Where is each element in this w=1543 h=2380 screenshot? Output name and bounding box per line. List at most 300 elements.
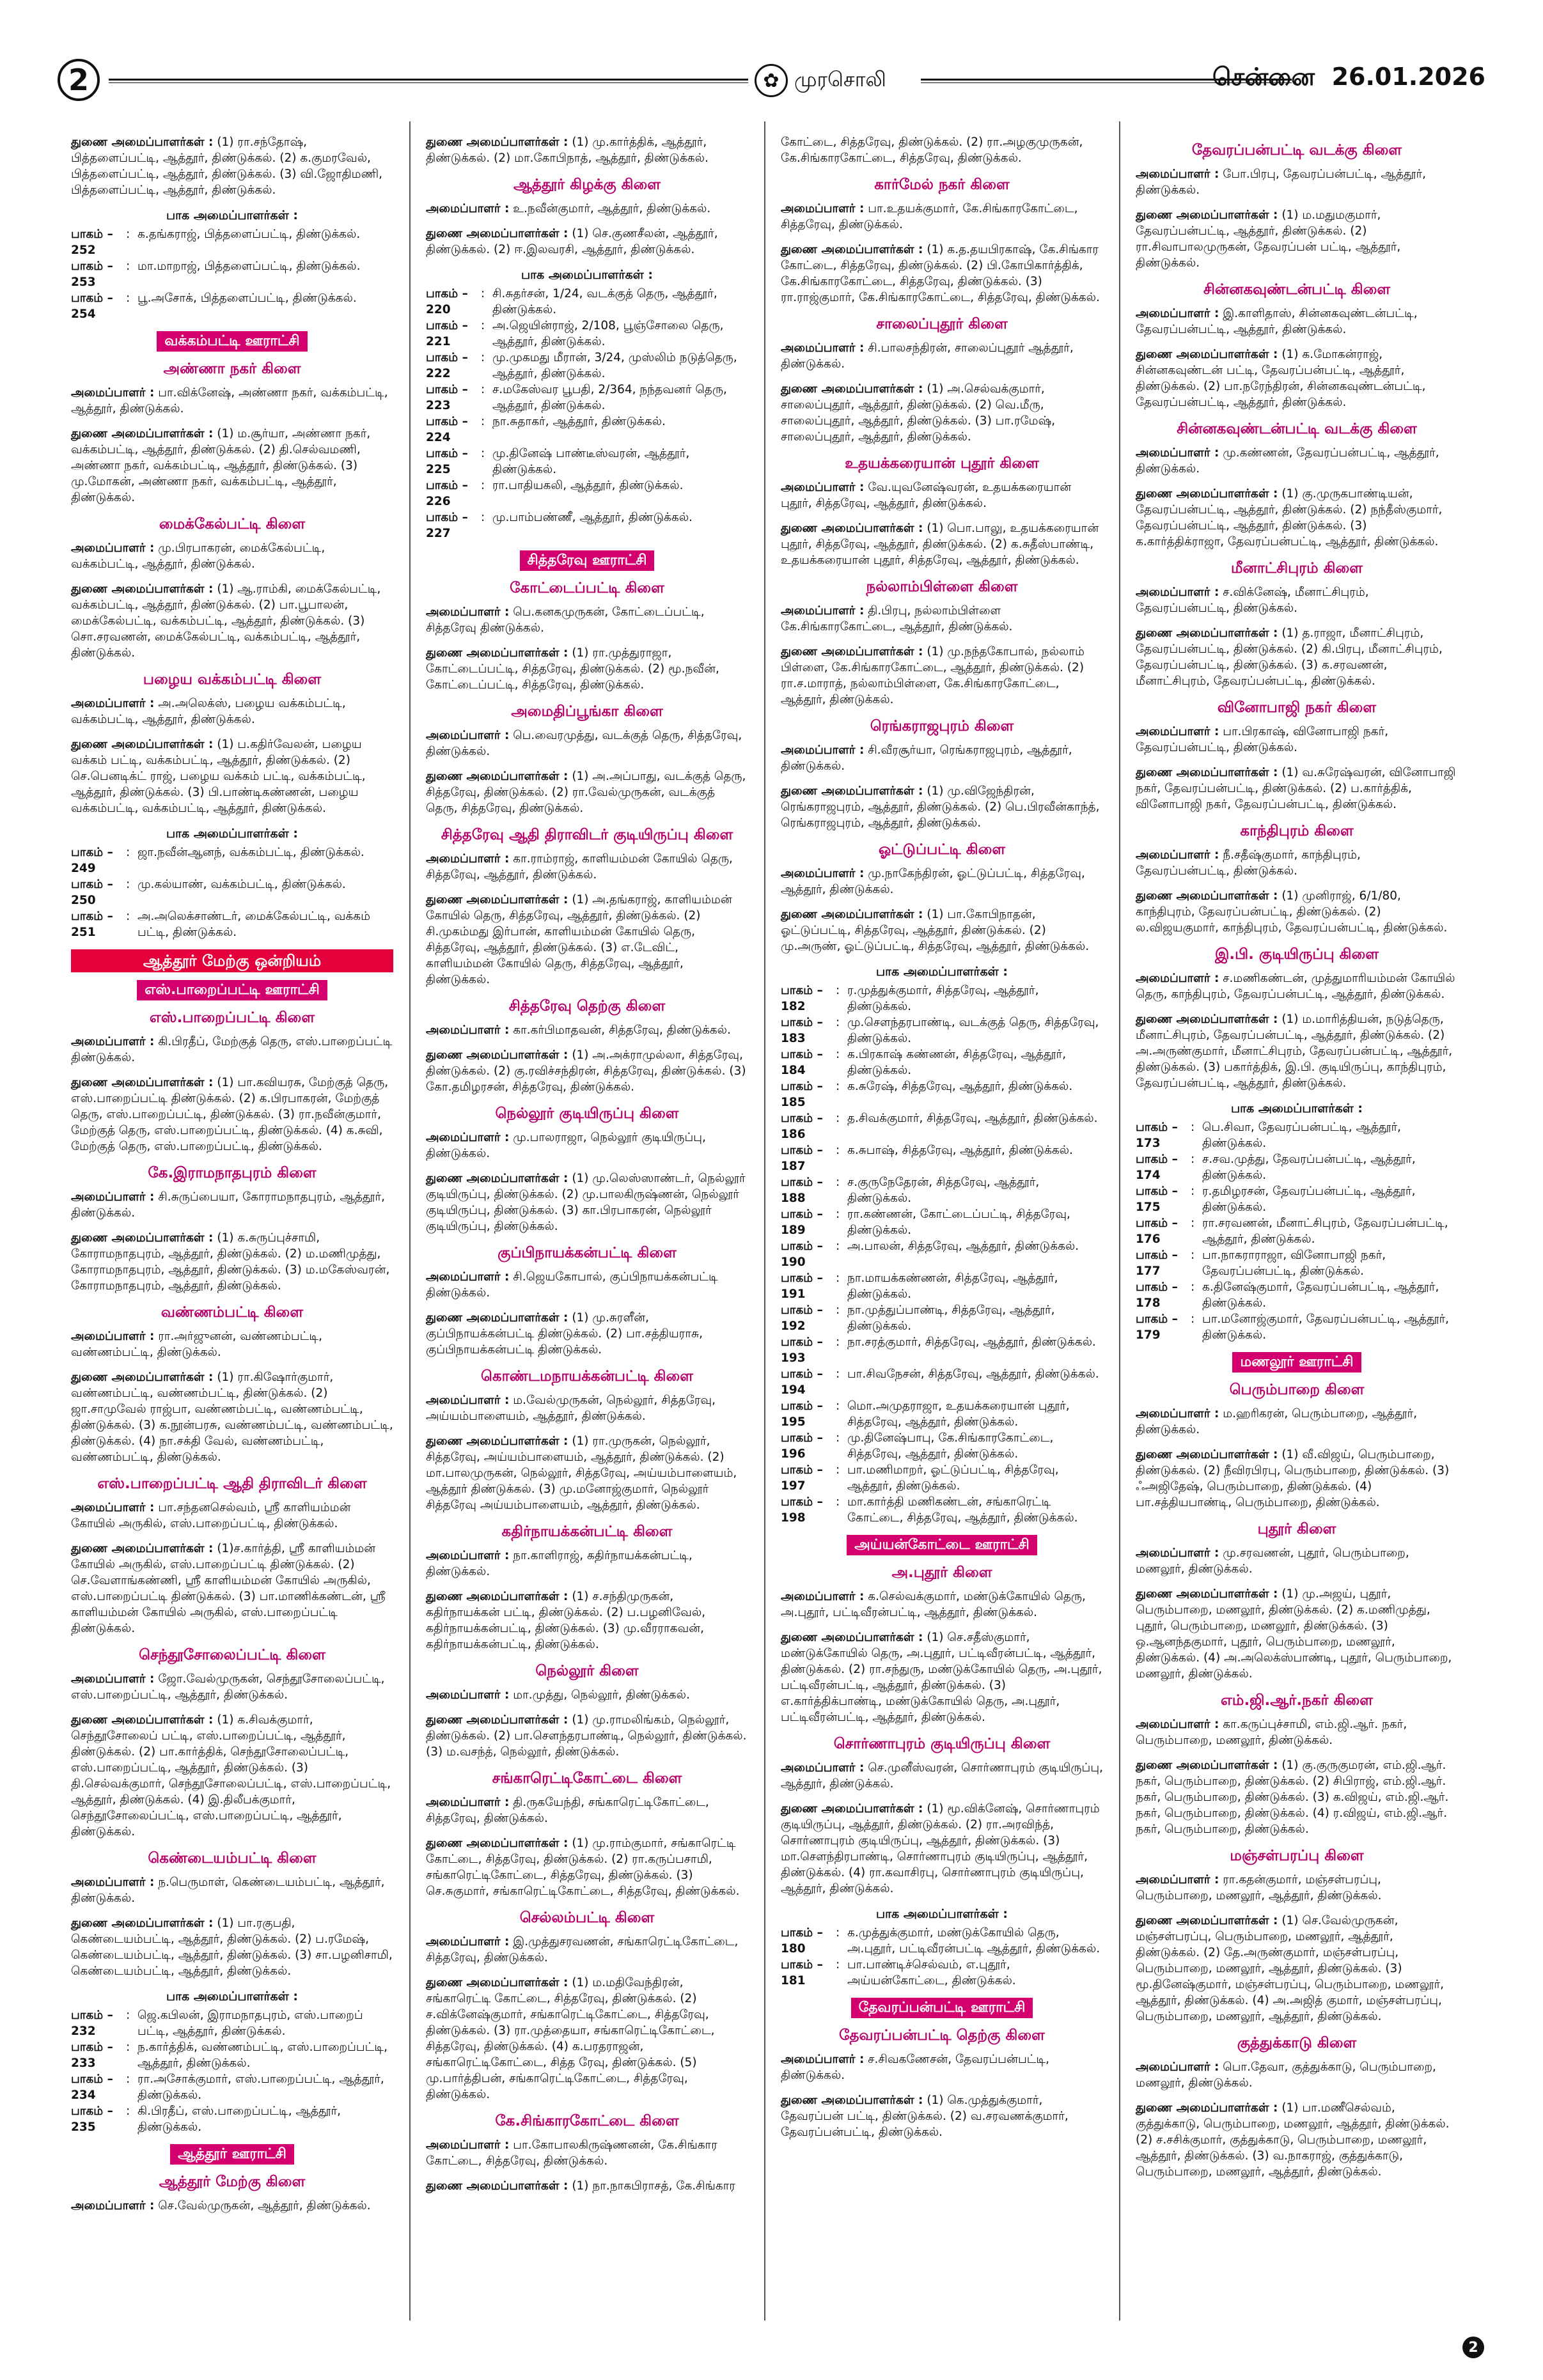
booth-number: பாகம் – 198: [781, 1495, 823, 1525]
appointment-entry: [426, 1548, 748, 1580]
branch-heading: நல்லாம்பிள்ளை கிளை: [866, 579, 1018, 595]
separator: :: [1191, 1280, 1195, 1294]
appointment-entry: [1136, 1716, 1458, 1748]
branch-heading: ஆத்தூர் கிழக்கு கிளை: [513, 176, 661, 193]
deputy-organizers-label: துணை அமைப்பாளர்கள் :: [781, 645, 923, 658]
booth-number: பாகம் – 192: [781, 1303, 823, 1333]
article-column-3: [772, 121, 1112, 2321]
separator: :: [126, 2041, 130, 2054]
organizer-label: அமைப்பாளர் :: [71, 697, 155, 710]
list-item: [71, 258, 393, 290]
section-band: [426, 550, 748, 571]
appointee-names: மு.சரவணன், புதூர், பெரும்பாறை, மணலூர், திண்டுக்கல்.: [1136, 1546, 1409, 1576]
deputy-organizers-label: துணை அமைப்பாளர்கள் :: [781, 1631, 923, 1644]
organizer-label: அமைப்பாளர் :: [71, 1035, 155, 1048]
booth-number: பாகம் – 235: [71, 2104, 113, 2134]
appointee-names: (1) கு.முருகபாண்டியன், தேவரப்பன்பட்டி, ஆத்தூர், திண்டுக்கல். (2) நந்தீஸ்குமார், தேவரப்பன்பட்டி, ஆத்தூர், திண்டுக்கல். (3) க.கார்த்திக்ராஜா, தேவரப்பன்பட்டி, ஆத்தூர், திண்டுக்கல்.: [1136, 487, 1443, 548]
branch-heading: எஸ்.பாறைப்பட்டி ஆதி திராவிடர் கிளை: [97, 1475, 367, 1492]
appointment-entry: [71, 1075, 393, 1155]
appointment-entry: [1136, 1757, 1458, 1837]
branch-heading: எஸ்.பாறைப்பட்டி கிளை: [149, 1009, 315, 1026]
appointment-entry: [426, 604, 748, 636]
list-item: [781, 1398, 1103, 1430]
appointee-names: (1) பா.கவியரசு, மேற்குத் தெரு, எஸ்.பாறைப்பட்டி திண்டுக்கல். (2) க.பிரபாகரன், மேற்குத் தெரு, எஸ்.பாறைப்பட்டி, திண்டுக்கல். (3) ரா.நவீன்குமார், மேற்குத் தெரு, எஸ்.பாறைப்பட்டி, திண்டுக்கல். (4) க.சுவி, மேற்குத் தெரு, எஸ்.பாறைப்பட்டி, திண்டுக்கல்.: [71, 1076, 389, 1153]
deputy-organizers-label: துணை அமைப்பாளர்கள் :: [426, 1311, 568, 1325]
deputy-organizers-label: துணை அமைப்பாளர்கள் :: [1136, 208, 1278, 222]
appointee-names: உ.நவீன்குமார், ஆத்தூர், திண்டுக்கல்.: [513, 202, 711, 215]
list-item: [781, 1142, 1103, 1174]
appointee-names: ம.ஹரிகரன், பெரும்பாறை, ஆத்தூர், திண்டுக்கல்.: [1136, 1407, 1418, 1436]
appointee-names: ஜோ.வேல்முருகன், செந்தூசோலைப்பட்டி, எஸ்.பாறைப்பட்டி, ஆத்தூர், திண்டுக்கல்.: [71, 1672, 385, 1702]
appointment-entry: [426, 1975, 748, 2103]
branch-heading: சொர்ணாபுரம் குடியிருப்பு கிளை: [833, 1736, 1051, 1752]
section-band: [71, 980, 393, 1000]
branch-heading: கே.இராமநாதபுரம் கிளை: [148, 1165, 317, 1181]
appointment-entry: [781, 201, 1103, 233]
appointment-entry: [1136, 2100, 1458, 2180]
branch-heading: கெண்டையம்பட்டி கிளை: [148, 1850, 317, 1867]
organizer-label: அமைப்பாளர் :: [426, 1394, 510, 1407]
page-number-badge: 2: [58, 59, 100, 101]
section-band: [781, 1535, 1103, 1555]
appointee-names: மு.பாலராஜா, நெல்லூர் குடியிருப்பு, திண்டுக்கல்.: [426, 1131, 706, 1160]
appointee-names: (1) ம.சூர்யா, அண்ணா நகர், வக்கம்பட்டி, ஆத்தூர், திண்டுக்கல். (2) தி.செல்வமணி, அண்ணா நகர், வக்கம்பட்டி, ஆத்தூர், திண்டுக்கல். (3) மு.மோகன், அண்ணா நகர், வக்கம்பட்டி, ஆத்தூர், திண்டுக்கல்.: [71, 427, 371, 504]
appointment-entry: [426, 1835, 748, 1899]
section-band: [71, 331, 393, 352]
list-item: [71, 908, 393, 940]
appointment-entry: [426, 2178, 748, 2194]
organizer-label: அமைப்பாளர் :: [426, 1023, 510, 1037]
appointment-entry: [71, 1328, 393, 1360]
appointee-names: ச.மணிகண்டன், முத்துமாரியம்மன் கோயில் தெரு, காந்திபுரம், தேவரப்பன்பட்டி, ஆத்தூர், திண்டுக்கல்.: [1136, 972, 1455, 1001]
appointment-entry: [781, 381, 1103, 445]
organizer-label: அமைப்பாளர் :: [1136, 2060, 1219, 2074]
list-item: [1136, 1215, 1458, 1247]
appointment-entry: [71, 1230, 393, 1294]
appointment-entry: [1136, 724, 1458, 756]
appointee-names: சி.வீரசூர்யா, ரெங்கராஜபுரம், ஆத்தூர், திண்டுக்கல்.: [781, 743, 1072, 773]
appointee-names: (1) மு.லெஸ்ஸாண்டர், நெல்லூர் குடியிருப்பு, திண்டுக்கல். (2) மு.பாலகிருஷ்ணன், நெல்லூர் குடியிருப்பு, திண்டுக்கல். (3) கா.பிரபாகரன், நெல்லூர் குடியிருப்பு, திண்டுக்கல்.: [426, 1172, 746, 1233]
appointee-names: (1) அ.அக்ராமுல்லா, சித்தரேவு, திண்டுக்கல். (2) கு.ரவிச்சந்திரன், சித்தரேவு, திண்டுக்கல். (3) கோ.தமிழரசன், சித்தரேவு, திண்டுக்கல்.: [426, 1048, 746, 1094]
appointment-entry: [781, 603, 1103, 635]
appointment-entry: [71, 1712, 393, 1840]
list-item: [1136, 1151, 1458, 1183]
booth-organizers-list: [1136, 1119, 1458, 1343]
appointment-entry: [426, 1712, 748, 1760]
booth-number: பாகம் – 225: [426, 447, 468, 476]
appointee-names: பா.கோபாலகிருஷ்ணனன், கே.சிங்கார கோட்டை, சித்தரேவு, திண்டுக்கல்.: [426, 2138, 717, 2168]
appointment-entry: [426, 1433, 748, 1513]
appointee-names: (1) ப.கதிர்வேலன், பழைய வக்கம் பட்டி, வக்கம்பட்டி, ஆத்தூர், திண்டுக்கல். (2) செ.பெனடிக்ட் ராஜ், பழைய வக்கம் பட்டி, வக்கம்பட்டி, ஆத்தூர், திண்டுக்கல். (3) பி.பாண்டிகண்ணன், பழைய வக்கம்பட்டி, வக்கம்பட்டி, ஆத்தூர், திண்டுக்கல்.: [71, 738, 366, 815]
appointee-names: ம.வேல்முருகன், நெல்லூர், சித்தரேவு, அய்யம்பாளையம், ஆத்தூர், திண்டுக்கல்.: [426, 1394, 716, 1423]
booth-organizer-name: நா.சுதாகர், ஆத்தூர், திண்டுக்கல்.: [492, 415, 666, 428]
organizer-label: அமைப்பாளர் :: [781, 743, 865, 757]
appointment-entry: [71, 1671, 393, 1703]
booth-organizer-name: பூ.அசோக், பித்தளைப்பட்டி, திண்டுக்கல்.: [137, 292, 357, 305]
appointment-entry: [1136, 847, 1458, 879]
deputy-organizers-label: துணை அமைப்பாளர்கள் :: [426, 1172, 568, 1185]
appointee-names: பா.பிரகாஷ், வினோபாஜி நகர், தேவரப்பன்பட்டி, திண்டுக்கல்.: [1136, 725, 1389, 754]
separator: :: [836, 1080, 840, 1093]
deputy-organizers-label: துணை அமைப்பாளர்கள் :: [71, 582, 214, 596]
separator: :: [481, 351, 485, 364]
list-item: [426, 414, 748, 446]
separator: :: [126, 878, 130, 891]
list-item: [71, 2007, 393, 2039]
section-band-label: சித்தரேவு ஊராட்சி: [520, 550, 655, 571]
appointee-names: பெ.வைரமுத்து, வடக்குத் தெரு, சித்தரேவு, திண்டுக்கல்.: [426, 729, 742, 758]
booth-number: பாகம் – 232: [71, 2009, 113, 2038]
booth-number: பாகம் – 180: [781, 1926, 823, 1956]
appointment-entry: [426, 134, 748, 166]
booth-number: பாகம் – 178: [1136, 1280, 1178, 1310]
appointment-entry: [781, 2051, 1103, 2083]
deputy-organizers-label: துணை அமைப்பாளர்கள் :: [781, 1802, 923, 1816]
separator: :: [836, 1399, 840, 1413]
separator: :: [836, 1144, 840, 1157]
booth-number: பாகம் – 227: [426, 511, 468, 540]
deputy-organizers-label: துணை அமைப்பாளர்கள் :: [426, 1837, 568, 1850]
booth-organizer-name: ச.குருநேதேரன், சித்தரேவு, ஆத்தூர், திண்டுக்கல்.: [847, 1176, 1040, 1205]
organizer-label: அமைப்பாளர் :: [426, 202, 510, 215]
appointee-names: நீ.சதீஷ்குமார், காந்திபுரம், தேவரப்பன்பட்டி, திண்டுக்கல்.: [1136, 848, 1361, 878]
column-divider: [1119, 121, 1120, 2321]
separator: :: [1191, 1217, 1195, 1230]
separator: :: [126, 2073, 130, 2086]
appointee-names: நா.காளிராஜ், கதிர்நாயக்கன்பட்டி, திண்டுக்கல்.: [426, 1549, 693, 1578]
appointment-entry: [426, 201, 748, 217]
appointment-entry: [426, 1171, 748, 1234]
appointee-names: (1) ம.மதுமகுமார், தேவரப்பன்பட்டி, ஆத்தூர், திண்டுக்கல். (2) ரா.சிவாபாலமுருகன், தேவரப்பன் பட்டி, ஆத்தூர், திண்டுக்கல்.: [1136, 208, 1401, 270]
appointment-entry: [1136, 1586, 1458, 1682]
appointee-names: (1) பா.மணீசெல்வம், குத்துக்காடு, பெரும்பாறை, மணலூர், ஆத்தூர், திண்டுக்கல். (2) ச.சசிக்குமார், குத்துக்காடு, பெரும்பாறை, மணலூர், ஆத்தூர், திண்டுக்கல். (3) வ.நாகராஜ், குத்துக்காடு, பெரும்பாறை, மணலூர், ஆத்தூர், திண்டுக்கல்.: [1136, 2101, 1450, 2179]
appointment-entry: [71, 1189, 393, 1221]
organizer-label: அமைப்பாளர் :: [426, 1131, 510, 1144]
branch-heading: அ.புதூர் கிளை: [891, 1564, 992, 1581]
booth-organizers-title: பாக அமைப்பாளர்கள் :: [521, 268, 653, 282]
branch-heading: வினோபாஜி நகர் கிளை: [1217, 699, 1377, 716]
booth-organizer-name: க.சுரேஷ், சித்தரேவு, ஆத்தூர், திண்டுக்கல்.: [847, 1080, 1073, 1093]
appointee-names: (1) பா.கோபிநாதன், ஓட்டுப்பட்டி, சித்தரேவு, ஆத்தூர், திண்டுக்கல். (2) மு.அருண், ஓட்டுப்பட்டி, சித்தரேவு, ஆத்தூர், திண்டுக்கல்.: [781, 908, 1090, 953]
deputy-organizers-label: துணை அமைப்பாளர்கள் :: [71, 1713, 214, 1727]
appointment-entry: [1136, 207, 1458, 271]
booth-organizers-title: பாக அமைப்பாளர்கள் :: [166, 827, 298, 841]
deputy-organizers-label: துணை அமைப்பாளர்கள் :: [1136, 1448, 1278, 1461]
booth-organizer-name: மா.மாறாஜ், பித்தளைப்பட்டி, திண்டுக்கல்.: [137, 260, 361, 273]
booth-organizer-name: ச.சவ.முத்து, தேவரப்பன்பட்டி, ஆத்தூர், திண்டுக்கல்.: [1202, 1153, 1416, 1182]
booth-organizer-name: ஜா.நவீன்ஆனந், வக்கம்பட்டி, திண்டுக்கல்.: [137, 846, 364, 859]
appointee-names: (1) ம.மாரித்தியன், நடுத்தெரு, மீனாட்சிபுரம், தேவரப்பன்பட்டி, ஆத்தூர், திண்டுக்கல். (2) அ.அருண்குமார், மீனாட்சிபுரம், தேவரப்பன்பட்டி, ஆத்தூர், திண்டுக்கல். (3) பகார்த்திக், இ.பி. குடியிருப்பு, காந்திபுரம், தேவரப்பன்பட்டி, ஆத்தூர், திண்டுக்கல்.: [1136, 1013, 1453, 1090]
organizer-label: அமைப்பாளர் :: [426, 729, 510, 742]
booth-organizer-name: ச.மகேஸ்வர பூபதி, 2/364, நந்தவனர் தெரு, ஆத்தூர், திண்டுக்கல்.: [492, 383, 727, 412]
list-item: [1136, 1311, 1458, 1343]
appointment-entry: [426, 1047, 748, 1095]
list-item: [781, 1494, 1103, 1526]
branch-heading: சாலைப்புதூர் கிளை: [876, 316, 1008, 332]
deputy-organizers-label: துணை அமைப்பாளர்கள் :: [781, 382, 923, 396]
booth-organizer-name: பா.நாகராராஜா, வினோபாஜி நகர், தேவரப்பன்பட்டி, திண்டுக்கல்.: [1202, 1248, 1386, 1278]
deputy-organizers-label: துணை அமைப்பாளர்கள் :: [71, 1542, 214, 1555]
appointment-entry: [71, 1915, 393, 1979]
appointment-entry: [426, 2137, 748, 2169]
booth-number: பாகம் – 174: [1136, 1153, 1178, 1182]
list-item: [781, 1957, 1103, 1989]
appointment-entry: [426, 1392, 748, 1424]
booth-organizers-list: [781, 1925, 1103, 1989]
booth-organizer-name: ர.தமிழரசன், தேவரப்பன்பட்டி, ஆத்தூர், திண்டுக்கல்.: [1202, 1185, 1416, 1214]
appointment-entry: [781, 1801, 1103, 1897]
appointment-entry: [426, 1589, 748, 1653]
booth-organizer-name: நா.சரத்குமார், சித்தரேவு, ஆத்தூர், திண்டுக்கல்.: [847, 1335, 1096, 1349]
branch-heading: தேவரப்பன்பட்டி தெற்கு கிளை: [839, 2027, 1045, 2044]
booth-number: பாகம் – 177: [1136, 1248, 1178, 1278]
branch-heading: இ.பி. குடியிருப்பு கிளை: [1215, 946, 1379, 963]
appointment-entry: [426, 1022, 748, 1038]
article-column-4: [1127, 121, 1467, 2321]
branch-heading: குத்துக்காடு கிளை: [1237, 2035, 1357, 2051]
deputy-organizers-label: துணை அமைப்பாளர்கள் :: [1136, 1013, 1278, 1026]
branch-heading: பழைய வக்கம்பட்டி கிளை: [143, 671, 322, 688]
booth-organizer-name: மொ.அமுதராஜா, உதயக்கரையான் புதூர், சித்தரேவு, ஆத்தூர், திண்டுக்கல்.: [847, 1399, 1070, 1429]
booth-organizer-name: சி.சுதர்சன், 1/24, வடக்குத் தெரு, ஆத்தூர், திண்டுக்கல்.: [492, 287, 717, 316]
appointee-names: இ.காளிதாஸ், சின்னகவுண்டன்பட்டி, தேவரப்பன்பட்டி, ஆத்தூர், திண்டுக்கல்.: [1136, 307, 1418, 336]
organizer-label: அமைப்பாளர் :: [781, 867, 865, 880]
list-item: [781, 1206, 1103, 1238]
footer-page-number: 2: [1462, 2337, 1484, 2358]
appointment-entry: [426, 768, 748, 816]
appointee-names: (1) மூ.விக்னேஷ், சொர்ணாபுரம் குடியிருப்பு, ஆத்தூர், திண்டுக்கல். (2) ரா.அரவிந்த், சொர்ணாபுரம் குடியிருப்பு, ஆத்தூர், திண்டுக்கல். (3) மா.சௌந்திரபாண்டி, சொர்ணாபுரம் குடியிருப்பு, ஆத்தூர், திண்டுக்கல். (4) ரா.கவாசிரபு, சொர்ணாபுரம் குடியிருப்பு, ஆத்தூர், திண்டுக்கல்.: [781, 1802, 1100, 1895]
organizer-label: அமைப்பாளர் :: [1136, 446, 1219, 460]
appointment-entry: [781, 644, 1103, 708]
appointee-names: (1) ஆ.ராம்கி, மைக்கேல்பட்டி, வக்கம்பட்டி, ஆத்தூர், திண்டுக்கல். (2) பா.பூபாலன், மைக்கேல்பட்டி, வக்கம்பட்டி, ஆத்தூர், திண்டுக்கல். (3) சொ.சரவணன், மைக்கேல்பட்டி, வக்கம்பட்டி, ஆத்தூர், திண்டுக்கல்.: [71, 582, 381, 660]
separator: :: [126, 910, 130, 923]
organizer-label: அமைப்பாளர் :: [426, 1549, 510, 1562]
list-item: [71, 2071, 393, 2103]
booth-number: பாகம் – 185: [781, 1080, 823, 1109]
list-item: [71, 876, 393, 908]
list-item: [426, 478, 748, 509]
booth-number: பாகம் – 234: [71, 2073, 113, 2102]
appointment-entry: [71, 540, 393, 572]
deputy-organizers-label: துணை அமைப்பாளர்கள் :: [781, 522, 923, 535]
list-item: [781, 1110, 1103, 1142]
booth-organizers-list: [71, 844, 393, 940]
appointee-names: (1) செ.சதீஸ்குமார், மண்டுக்கோயில் தெரு, அ.புதூர், பட்டிவீரன்பட்டி, ஆத்தூர், திண்டுக்கல். (2) ரா.சந்துரு, மண்டுக்கோயில் தெரு, அ.புதூர், பட்டிவீரன்பட்டி, ஆத்தூர், திண்டுக்கல். (3) எ.கார்த்திக்பாண்டி, மண்டுக்கோயில் தெரு, அ.புதூர், பட்டிவீரன்பட்டி, ஆத்தூர், திண்டுக்கல்.: [781, 1631, 1102, 1724]
appointee-names: பா.விக்னேஷ், அண்ணா நகர், வக்கம்பட்டி, ஆத்தூர், திண்டுக்கல்.: [71, 386, 388, 416]
section-band-label: எஸ்.பாறைப்பட்டி ஊராட்சி: [137, 980, 327, 1000]
appointee-names: இ.முத்துசரவணன், சங்காரெட்டிகோட்டை, சித்தரேவு, திண்டுக்கல்.: [426, 1935, 739, 1964]
murasoli-logo-icon: ✿: [755, 64, 788, 97]
booth-number: பாகம் – 220: [426, 287, 468, 316]
appointee-names: கா.ராம்ராஜ், காளியம்மன் கோயில் தெரு, சித்தரேவு, ஆத்தூர், திண்டுக்கல்.: [426, 852, 733, 882]
appointment-entry: [71, 426, 393, 506]
appointee-names: பா.உதயக்குமார், கே.சிங்காரகோட்டை, சித்தரேவு, திண்டுக்கல்.: [781, 202, 1078, 231]
appointee-names: (1) மு.சுரளீன், குப்பிநாயக்கன்பட்டி திண்டுக்கல். (2) பா.சத்தியராசு, குப்பிநாயக்கன்பட்டி திண்டுக்கல்.: [426, 1311, 703, 1357]
appointee-names: செ.முனீஸ்வரன், சொர்ணாபுரம் குடியிருப்பு, ஆத்தூர், திண்டுக்கல்.: [781, 1761, 1103, 1791]
organizer-label: அமைப்பாளர் :: [781, 2053, 865, 2066]
booth-number: பாகம் – 222: [426, 351, 468, 380]
separator: :: [126, 2009, 130, 2022]
list-item: [1136, 1247, 1458, 1279]
appointee-names: (1) மு.விஜேந்திரன், ரெங்கராஜபுரம், ஆத்தூர், திண்டுக்கல். (2) பெ.பிரவீன்காந்த், ரெங்கராஜபுரம், ஆத்தூர், திண்டுக்கல்.: [781, 784, 1100, 830]
list-item: [71, 2039, 393, 2071]
booth-number: பாகம் – 194: [781, 1367, 823, 1397]
appointment-entry: [1136, 1913, 1458, 2025]
appointment-entry: [1136, 625, 1458, 689]
list-item: [781, 1174, 1103, 1206]
appointment-entry: [426, 1269, 748, 1301]
appointee-names: (1) மு.கார்த்திக், ஆத்தூர், திண்டுக்கல். (2) மா.கோபிநாத், ஆத்தூர், திண்டுக்கல்.: [426, 136, 709, 165]
appointment-entry: [426, 226, 748, 258]
list-item: [426, 286, 748, 318]
booth-number: பாகம் – 197: [781, 1463, 823, 1493]
separator: :: [836, 1335, 840, 1349]
appointment-entry: [426, 892, 748, 988]
booth-organizer-name: க.தினேஷ்குமார், தேவரப்பன்பட்டி, ஆத்தூர், திண்டுக்கல்.: [1202, 1280, 1439, 1310]
appointment-entry: [781, 866, 1103, 898]
appointment-entry: [781, 520, 1103, 568]
deputy-organizers-label: துணை அமைப்பாளர்கள் :: [781, 243, 923, 256]
separator: :: [836, 1495, 840, 1509]
appointee-names: கா.கர்பிமாதவன், சித்தரேவு, திண்டுக்கல்.: [513, 1023, 731, 1037]
list-item: [781, 1366, 1103, 1398]
branch-heading: செந்தூசோலைப்பட்டி கிளை: [139, 1647, 325, 1663]
booth-organizer-name: ரா.அசோக்குமார், எஸ்.பாறைப்பட்டி, ஆத்தூர், திண்டுக்கல்.: [137, 2073, 384, 2102]
appointment-entry: [781, 1589, 1103, 1621]
deputy-organizers-label: துணை அமைப்பாளர்கள் :: [426, 1713, 568, 1727]
organizer-label: அமைப்பாளர் :: [426, 1935, 510, 1948]
appointee-names: ந.பெருமாள், கெண்டையம்பட்டி, ஆத்தூர், திண்டுக்கல்.: [71, 1876, 385, 1905]
organizer-label: அமைப்பாளர் :: [426, 852, 510, 866]
booth-number: பாகம் – 195: [781, 1399, 823, 1429]
organizer-label: அமைப்பாளர் :: [71, 1330, 155, 1343]
deputy-organizers-label: துணை அமைப்பாளர்கள் :: [71, 1076, 214, 1089]
branch-heading: வண்ணம்பட்டி கிளை: [161, 1304, 304, 1321]
booth-organizer-name: மு.சௌந்தரபாண்டி, வடக்குத் தெரு, சித்தரேவு, திண்டுக்கல்.: [847, 1016, 1099, 1045]
separator: :: [481, 447, 485, 460]
section-band: [1136, 1352, 1458, 1373]
appointment-entry: [71, 134, 393, 198]
organizer-label: அமைப்பாளர் :: [426, 605, 510, 619]
branch-heading: கொண்டமநாயக்கன்பட்டி கிளை: [480, 1368, 694, 1385]
deputy-organizers-label: துணை அமைப்பாளர்கள் :: [426, 227, 568, 240]
separator: :: [836, 1240, 840, 1253]
deputy-organizers-label: துணை அமைப்பாளர்கள் :: [1136, 348, 1278, 361]
separator: :: [126, 228, 130, 241]
booth-organizer-name: ரா.பாதியகலி, ஆத்தூர், திண்டுக்கல்.: [492, 479, 684, 492]
separator: :: [1191, 1121, 1195, 1134]
list-item: [781, 1046, 1103, 1078]
booth-number: பாகம் – 173: [1136, 1121, 1178, 1150]
separator: :: [836, 1958, 840, 1972]
deputy-organizers-label: துணை அமைப்பாளர்கள் :: [71, 427, 214, 440]
deputy-organizers-label: துணை அமைப்பாளர்கள் :: [781, 784, 923, 798]
booth-organizer-name: மு.பாம்பண்ணீ, ஆத்தூர், திண்டுக்கல்.: [492, 511, 693, 524]
appointment-entry: [781, 2092, 1103, 2140]
booth-organizers-title: பாக அமைப்பாளர்கள் :: [875, 1907, 1008, 1921]
branch-heading: உதயக்கரையான் புதூர் கிளை: [845, 455, 1039, 472]
appointee-names: (1) க.மோகன்ராஜ், சின்னகவுண்டன் பட்டி, தேவரப்பன்பட்டி, ஆத்தூர், திண்டுக்கல். (2) பா.நரேந்திரன், சின்னகவுண்டன்பட்டி, தேவரப்பன்பட்டி, ஆத்தூர், திண்டுக்கல்.: [1136, 348, 1426, 409]
organizer-label: அமைப்பாளர் :: [71, 1501, 155, 1514]
separator: :: [481, 287, 485, 300]
branch-heading: எம்.ஜி.ஆர்.நகர் கிளை: [1220, 1692, 1373, 1709]
branch-heading: கோட்டைப்பட்டி கிளை: [510, 580, 664, 596]
appointee-names: மு.பிரபாகரன், மைக்கேல்பட்டி, வக்கம்பட்டி, ஆத்தூர், திண்டுக்கல்.: [71, 541, 325, 571]
appointee-names: (1) மு.ராமலிங்கம், நெல்லூர், திண்டுக்கல். (2) பா.சௌந்தரபாண்டி, நெல்லூர், திண்டுக்கல். (3) ம.வசந்த், நெல்லூர், திண்டுக்கல்.: [426, 1713, 747, 1759]
booth-organizers-list: [781, 983, 1103, 1526]
booth-number: பாகம் – 175: [1136, 1185, 1178, 1214]
appointment-entry: [1136, 445, 1458, 477]
branch-heading: ரெங்கராஜபுரம் கிளை: [870, 718, 1014, 735]
organizer-label: அமைப்பாளர் :: [781, 481, 865, 494]
booth-number: பாகம் – 183: [781, 1016, 823, 1045]
publication-title: முரசொலி: [794, 67, 886, 91]
appointment-entry: [1136, 765, 1458, 813]
list-item: [781, 1430, 1103, 1462]
booth-number: பாகம் – 249: [71, 846, 113, 875]
dateline: [1212, 63, 1485, 95]
appointment-entry: [71, 1369, 393, 1465]
separator: :: [836, 1208, 840, 1221]
appointee-names: கா.கருப்புச்சாமி, எம்.ஜி.ஆர். நகர், பெரும்பாறை, மணலூர், திண்டுக்கல்.: [1136, 1718, 1407, 1747]
separator: :: [126, 2104, 130, 2118]
booth-organizer-name: ரா.கண்ணன், கோட்டைப்பட்டி, சித்தரேவு, திண்டுக்கல்.: [847, 1208, 1070, 1237]
booth-organizer-name: மு.தினேஷ் பாண்டீஸ்வரன், ஆத்தூர், திண்டுக்கல்.: [492, 447, 690, 476]
appointee-names: (1)ச.கார்த்தி, ஸ்ரீ காளியம்மன் கோயில் அருகில், எஸ்.பாறைப்பட்டி திண்டுக்கல். (2) செ.வேளாங்கண்ணி, ஸ்ரீ காளியம்மன் கோயில் அருகில், எஸ்.பாறைப்பட்டி திண்டுக்கல். (3) பா.மாணிக்கண்டன், ஸ்ரீ காளியம்மன் கோயில் அருகில், எஸ்.பாறைப்பட்டி திண்டுக்கல்.: [71, 1542, 386, 1635]
organizer-label: அமைப்பாளர் :: [781, 341, 865, 355]
booth-organizer-name: அ.பாலன், சித்தரேவு, ஆத்தூர், திண்டுக்கல்.: [847, 1240, 1079, 1253]
appointment-entry: [71, 1034, 393, 1066]
organizer-label: அமைப்பாளர் :: [1136, 1546, 1219, 1560]
deputy-organizers-label: துணை அமைப்பாளர்கள் :: [1136, 2101, 1278, 2115]
deputy-organizers-label: துணை அமைப்பாளர்கள் :: [426, 770, 568, 783]
appointee-names: பொ.தேவா, குத்துக்காடு, பெரும்பாறை, மணலூர், திண்டுக்கல்.: [1136, 2060, 1436, 2090]
organizer-label: அமைப்பாளர் :: [1136, 1718, 1219, 1731]
appointee-names: (1) செ.வேல்முருகன், மஞ்சள்பரப்பு, பெரும்பாறை, மணலூர், ஆத்தூர், திண்டுக்கல். (2) தே.அருண்குமார், மஞ்சள்பரப்பு, பெரும்பாறை, மணலூர், ஆத்தூர், திண்டுக்கல். (3) மூ.தினேஷ்குமார், மஞ்சள்பரப்பு, பெரும்பாறை, மணலூர், ஆத்தூர், திண்டுக்கல். (4) அ.அஜித் குமார், மஞ்சள்பரப்பு, பெரும்பாறை, மணலூர், ஆத்தூர், திண்டுக்கல்.: [1136, 1914, 1445, 2023]
appointee-names: (1) ரா.சந்தோஷ், பித்தளைப்பட்டி, ஆத்தூர், திண்டுக்கல். (2) க.குமரவேல், பித்தளைப்பட்டி, ஆத்தூர், திண்டுக்கல். (3) வி.ஜோதிமணி, பித்தளைப்பட்டி, ஆத்தூர், திண்டுக்கல்.: [71, 136, 382, 197]
appointment-entry: [71, 1874, 393, 1906]
organizer-label: அமைப்பாளர் :: [1136, 1407, 1219, 1420]
appointment-entry: [426, 1687, 748, 1703]
booth-organizer-name: கி.பிரதீப், எஸ்.பாறைப்பட்டி, ஆத்தூர், திண்டுக்கல்.: [137, 2104, 341, 2134]
article-column-2: [417, 121, 757, 2321]
separator: :: [836, 1303, 840, 1317]
booth-organizers-title: பாக அமைப்பாளர்கள் :: [875, 965, 1008, 979]
column-divider: [764, 121, 765, 2321]
booth-organizer-name: மா.கார்த்தி மணிகண்டன், சங்காரெட்டி கோட்டை, சித்தரேவு, ஆத்தூர், திண்டுக்கல்.: [847, 1495, 1078, 1525]
appointee-names: பெ.கனகமுருகன், கோட்டைப்பட்டி, சித்தரேவு திண்டுக்கல்.: [426, 605, 705, 635]
booth-number: பாகம் – 252: [71, 228, 113, 257]
branch-heading: சங்காரெட்டிகோட்டை கிளை: [492, 1770, 682, 1787]
separator: :: [836, 1112, 840, 1125]
separator: :: [1191, 1185, 1195, 1198]
booth-number: பாகம் – 251: [71, 910, 113, 939]
booth-number: பாகம் – 191: [781, 1272, 823, 1301]
deputy-organizers-label: துணை அமைப்பாளர்கள் :: [426, 1976, 568, 1989]
booth-organizer-name: பா.பாண்டிச்செல்வம், எ.புதூர், அய்யன்கோட்டை, திண்டுக்கல்.: [847, 1958, 1016, 1987]
organizer-label: அமைப்பாளர் :: [426, 1270, 510, 1284]
booth-organizers-list: [71, 2007, 393, 2135]
separator: :: [836, 984, 840, 997]
booth-number: பாகம் – 186: [781, 1112, 823, 1141]
separator: :: [1191, 1312, 1195, 1326]
organizer-label: அமைப்பாளர் :: [71, 386, 155, 400]
separator: :: [836, 1926, 840, 1940]
separator: :: [1191, 1153, 1195, 1166]
appointment-entry: [1136, 1545, 1458, 1577]
branch-heading: கே.சிங்காரகோட்டை கிளை: [495, 2113, 679, 2129]
organizer-label: அமைப்பாளர் :: [781, 202, 865, 215]
